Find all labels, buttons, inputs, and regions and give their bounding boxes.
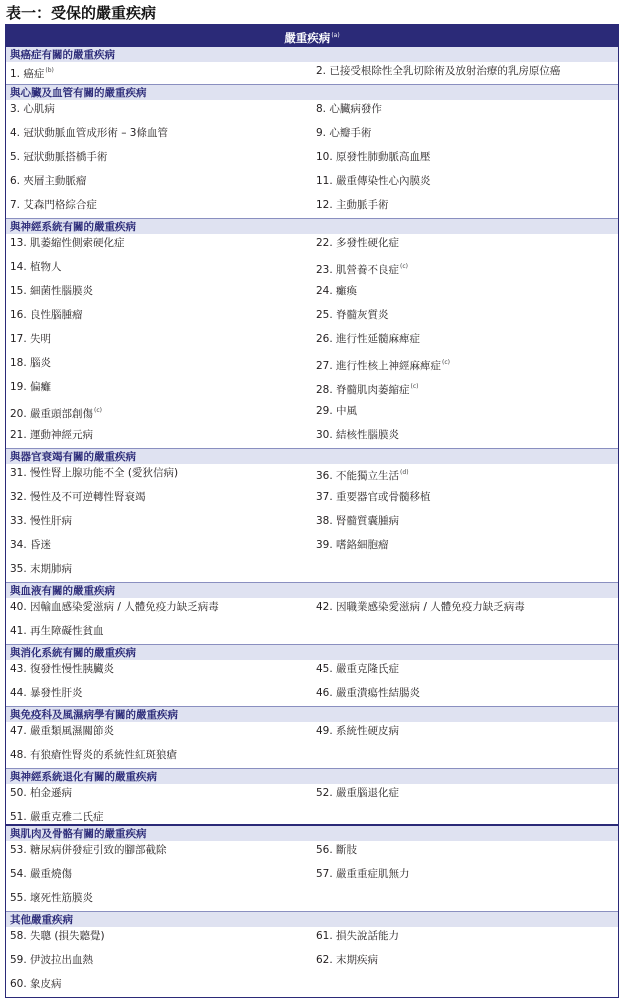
disease-label: 33. 慢性肝病: [10, 515, 73, 527]
disease-item: [6, 236, 312, 258]
disease-label: 39. 嗜鉻細胞瘤: [316, 539, 389, 551]
disease-label: 40. 因輸血感染愛滋病 / 人體免疫力缺乏病毒: [10, 601, 219, 613]
disease-item: [6, 748, 312, 768]
disease-label: 17. 失明: [10, 333, 52, 345]
disease-item: [312, 953, 618, 975]
disease-label: 18. 腦炎: [10, 357, 52, 369]
table-row: [6, 330, 618, 354]
disease-label: 21. 運動神經元病: [10, 429, 94, 441]
disease-item: [312, 929, 618, 951]
footnote-marker: (c): [410, 383, 419, 390]
disease-label: 2. 已接受根除性全乳切除術及放射治療的乳房原位癌: [316, 65, 561, 77]
table-row: [6, 512, 618, 536]
disease-item: [312, 786, 618, 808]
disease-label: 4. 冠狀動脈血管成形術 – 3條血管: [10, 127, 168, 139]
table-row: [6, 196, 618, 218]
table-row: [6, 426, 618, 448]
table-row: [6, 622, 618, 644]
disease-item: [312, 332, 618, 354]
disease-label: 25. 脊髓灰質炎: [316, 309, 389, 321]
disease-label: 7. 艾森門格綜合症: [10, 199, 97, 211]
disease-item: [312, 843, 618, 865]
disease-item: [312, 198, 618, 218]
table-row: [6, 258, 618, 282]
disease-item: [6, 977, 312, 997]
disease-item: [312, 977, 618, 997]
table-row: [6, 62, 618, 84]
disease-item: [6, 538, 312, 560]
disease-item: [6, 891, 312, 911]
disease-item: [6, 662, 312, 684]
section-heading: 與器官衰竭有關的嚴重疾病: [6, 448, 618, 464]
disease-item: [312, 624, 618, 644]
disease-item: [6, 929, 312, 951]
table-row: [6, 927, 618, 951]
disease-label: 28. 脊髓肌肉萎縮症: [316, 384, 410, 396]
disease-item: [6, 786, 312, 808]
table-row: [6, 464, 618, 488]
disease-item: [6, 332, 312, 354]
disease-item: [6, 686, 312, 706]
section-heading: 與肌肉及骨骼有關的嚴重疾病: [6, 825, 618, 841]
table-row: [6, 660, 618, 684]
section-heading: 與神經系統退化有關的嚴重疾病: [6, 768, 618, 784]
table-row: [6, 148, 618, 172]
disease-label: 44. 暴發性肝炎: [10, 687, 83, 699]
table-row: [6, 951, 618, 975]
table-row: [6, 598, 618, 622]
disease-item: [312, 686, 618, 706]
disease-item: [312, 284, 618, 306]
disease-label: 22. 多發性硬化症: [316, 237, 400, 249]
disease-item: [6, 404, 312, 426]
section-heading: 其他嚴重疾病: [6, 911, 618, 927]
table-row: [6, 172, 618, 196]
disease-item: [6, 843, 312, 865]
table-body: [6, 46, 618, 830]
disease-label: 53. 糖尿病併發症引致的腳部截除: [10, 844, 167, 856]
disease-label: 36. 不能獨立生活: [316, 470, 400, 482]
disease-item: [6, 562, 312, 582]
table-row: [6, 684, 618, 706]
disease-item: [312, 562, 618, 582]
disease-label: 34. 昏迷: [10, 539, 52, 551]
section-heading: 與血液有關的嚴重疾病: [6, 582, 618, 598]
disease-label: 14. 植物人: [10, 261, 62, 273]
footnote-marker: (b): [45, 67, 54, 74]
disease-item: [312, 150, 618, 172]
footnote-marker: (c): [94, 407, 103, 414]
table-row: [6, 402, 618, 426]
disease-item: [6, 490, 312, 512]
table-header-label: 嚴重疾病: [284, 31, 331, 45]
disease-item: [6, 64, 312, 84]
disease-label: 1. 癌症: [10, 68, 45, 80]
table-row: [6, 306, 618, 330]
disease-item: [312, 867, 618, 889]
disease-label: 11. 嚴重傳染性心內膜炎: [316, 175, 431, 187]
disease-label: 54. 嚴重燒傷: [10, 868, 73, 880]
disease-label: 13. 肌萎縮性側索硬化症: [10, 237, 125, 249]
section-heading: 與神經系統有關的嚴重疾病: [6, 218, 618, 234]
disease-label: 57. 嚴重重症肌無力: [316, 868, 410, 880]
disease-label: 26. 進行性延髓麻痺症: [316, 333, 421, 345]
table-row: [6, 234, 618, 258]
disease-item: [6, 308, 312, 330]
table-row: [6, 282, 618, 306]
disease-label: 23. 肌營養不良症: [316, 264, 400, 276]
disease-label: 9. 心瓣手術: [316, 127, 372, 139]
table-row: [6, 746, 618, 768]
disease-label: 52. 嚴重腦退化症: [316, 787, 400, 799]
disease-item: [312, 662, 618, 684]
page-title: 表一：受保的嚴重疾病: [6, 4, 157, 22]
disease-label: 46. 嚴重潰瘍性結腸炎: [316, 687, 421, 699]
disease-label: 27. 進行性核上神經麻痺症: [316, 360, 442, 372]
disease-label: 16. 良性腦腫瘤: [10, 309, 83, 321]
disease-label: 6. 夾層主動脈瘤: [10, 175, 87, 187]
disease-label: 43. 復發性慢性胰臟炎: [10, 663, 115, 675]
disease-label: 42. 因職業感染愛滋病 / 人體免疫力缺乏病毒: [316, 601, 525, 613]
table-row: [6, 124, 618, 148]
table-row: [6, 488, 618, 512]
disease-item: [6, 624, 312, 644]
table-header-note: (a): [331, 32, 340, 39]
footnote-marker: (d): [400, 469, 409, 476]
table-body-continued: [6, 825, 618, 997]
table-row: [6, 784, 618, 808]
disease-item: [312, 891, 618, 911]
disease-item: [312, 490, 618, 512]
disease-item: [312, 538, 618, 560]
disease-label: 49. 系統性硬皮病: [316, 725, 400, 737]
disease-item: [6, 466, 312, 488]
disease-item: [312, 724, 618, 746]
disease-item: [6, 126, 312, 148]
table-row: [6, 378, 618, 402]
disease-table: [5, 24, 619, 831]
disease-label: 12. 主動脈手術: [316, 199, 389, 211]
disease-item: [312, 428, 618, 448]
table-row: [6, 722, 618, 746]
disease-item: [6, 174, 312, 196]
disease-item: [312, 64, 618, 84]
table-row: [6, 889, 618, 911]
disease-label: 15. 細菌性腦膜炎: [10, 285, 94, 297]
disease-item: [312, 748, 618, 768]
disease-label: 5. 冠狀動脈搭橋手術: [10, 151, 108, 163]
disease-item: [6, 356, 312, 378]
disease-label: 48. 有狼瘡性腎炎的系統性紅斑狼瘡: [10, 749, 178, 761]
disease-label: 47. 嚴重類風濕關節炎: [10, 725, 115, 737]
disease-label: 20. 嚴重頭部創傷: [10, 408, 94, 420]
disease-item: [312, 174, 618, 196]
disease-label: 51. 嚴重克雅二氏症: [10, 811, 104, 823]
disease-item: [6, 150, 312, 172]
footnote-marker: (c): [442, 359, 451, 366]
disease-item: [6, 428, 312, 448]
disease-item: [312, 600, 618, 622]
disease-label: 55. 壞死性筋膜炎: [10, 892, 94, 904]
table-row: [6, 841, 618, 865]
disease-label: 56. 斷肢: [316, 844, 358, 856]
disease-item: [312, 466, 618, 488]
disease-label: 62. 末期疾病: [316, 954, 379, 966]
table-row: [6, 100, 618, 124]
disease-label: 59. 伊波拉出血熱: [10, 954, 94, 966]
disease-label: 30. 結核性腦膜炎: [316, 429, 400, 441]
footnote-marker: (c): [400, 263, 409, 270]
section-heading: 與免疫科及風濕病學有關的嚴重疾病: [6, 706, 618, 722]
disease-item: [6, 953, 312, 975]
table-row: [6, 354, 618, 378]
disease-label: 45. 嚴重克隆氏症: [316, 663, 400, 675]
section-heading: 與心臟及血管有關的嚴重疾病: [6, 84, 618, 100]
table-row: [6, 560, 618, 582]
disease-item: [312, 308, 618, 330]
disease-item: [6, 380, 312, 402]
disease-item: [6, 724, 312, 746]
disease-label: 37. 重要器官或骨髓移植: [316, 491, 431, 503]
disease-item: [6, 867, 312, 889]
disease-label: 38. 腎髓質囊腫病: [316, 515, 400, 527]
disease-table-continued: [5, 824, 619, 998]
disease-item: [312, 126, 618, 148]
disease-label: 41. 再生障礙性貧血: [10, 625, 104, 637]
disease-label: 3. 心肌病: [10, 103, 55, 115]
disease-label: 32. 慢性及不可逆轉性腎衰竭: [10, 491, 146, 503]
disease-item: [6, 102, 312, 124]
disease-label: 35. 末期肺病: [10, 563, 73, 575]
disease-item: [6, 284, 312, 306]
disease-label: 8. 心臟病發作: [316, 103, 382, 115]
disease-label: 10. 原發性肺動脈高血壓: [316, 151, 431, 163]
table-row: [6, 975, 618, 997]
disease-item: [6, 198, 312, 218]
disease-item: [312, 380, 618, 402]
disease-label: 19. 偏癱: [10, 381, 52, 393]
disease-item: [312, 356, 618, 378]
table-header: [6, 24, 618, 46]
disease-item: [312, 236, 618, 258]
disease-label: 24. 癱瘓: [316, 285, 358, 297]
disease-item: [312, 514, 618, 536]
disease-item: [312, 404, 618, 426]
section-heading: 與消化系統有關的嚴重疾病: [6, 644, 618, 660]
disease-item: [6, 600, 312, 622]
disease-item: [312, 102, 618, 124]
table-row: [6, 865, 618, 889]
disease-label: 61. 損失說話能力: [316, 930, 400, 942]
disease-item: [6, 260, 312, 282]
disease-item: [312, 260, 618, 282]
section-heading: 與癌症有關的嚴重疾病: [6, 46, 618, 62]
table-row: [6, 536, 618, 560]
disease-label: 58. 失聰 (損失聽覺): [10, 930, 105, 942]
disease-label: 29. 中風: [316, 405, 358, 417]
disease-item: [6, 514, 312, 536]
disease-label: 60. 象皮病: [10, 978, 62, 990]
disease-label: 50. 柏金遜病: [10, 787, 73, 799]
disease-label: 31. 慢性腎上腺功能不全 (愛狄信病): [10, 467, 179, 479]
